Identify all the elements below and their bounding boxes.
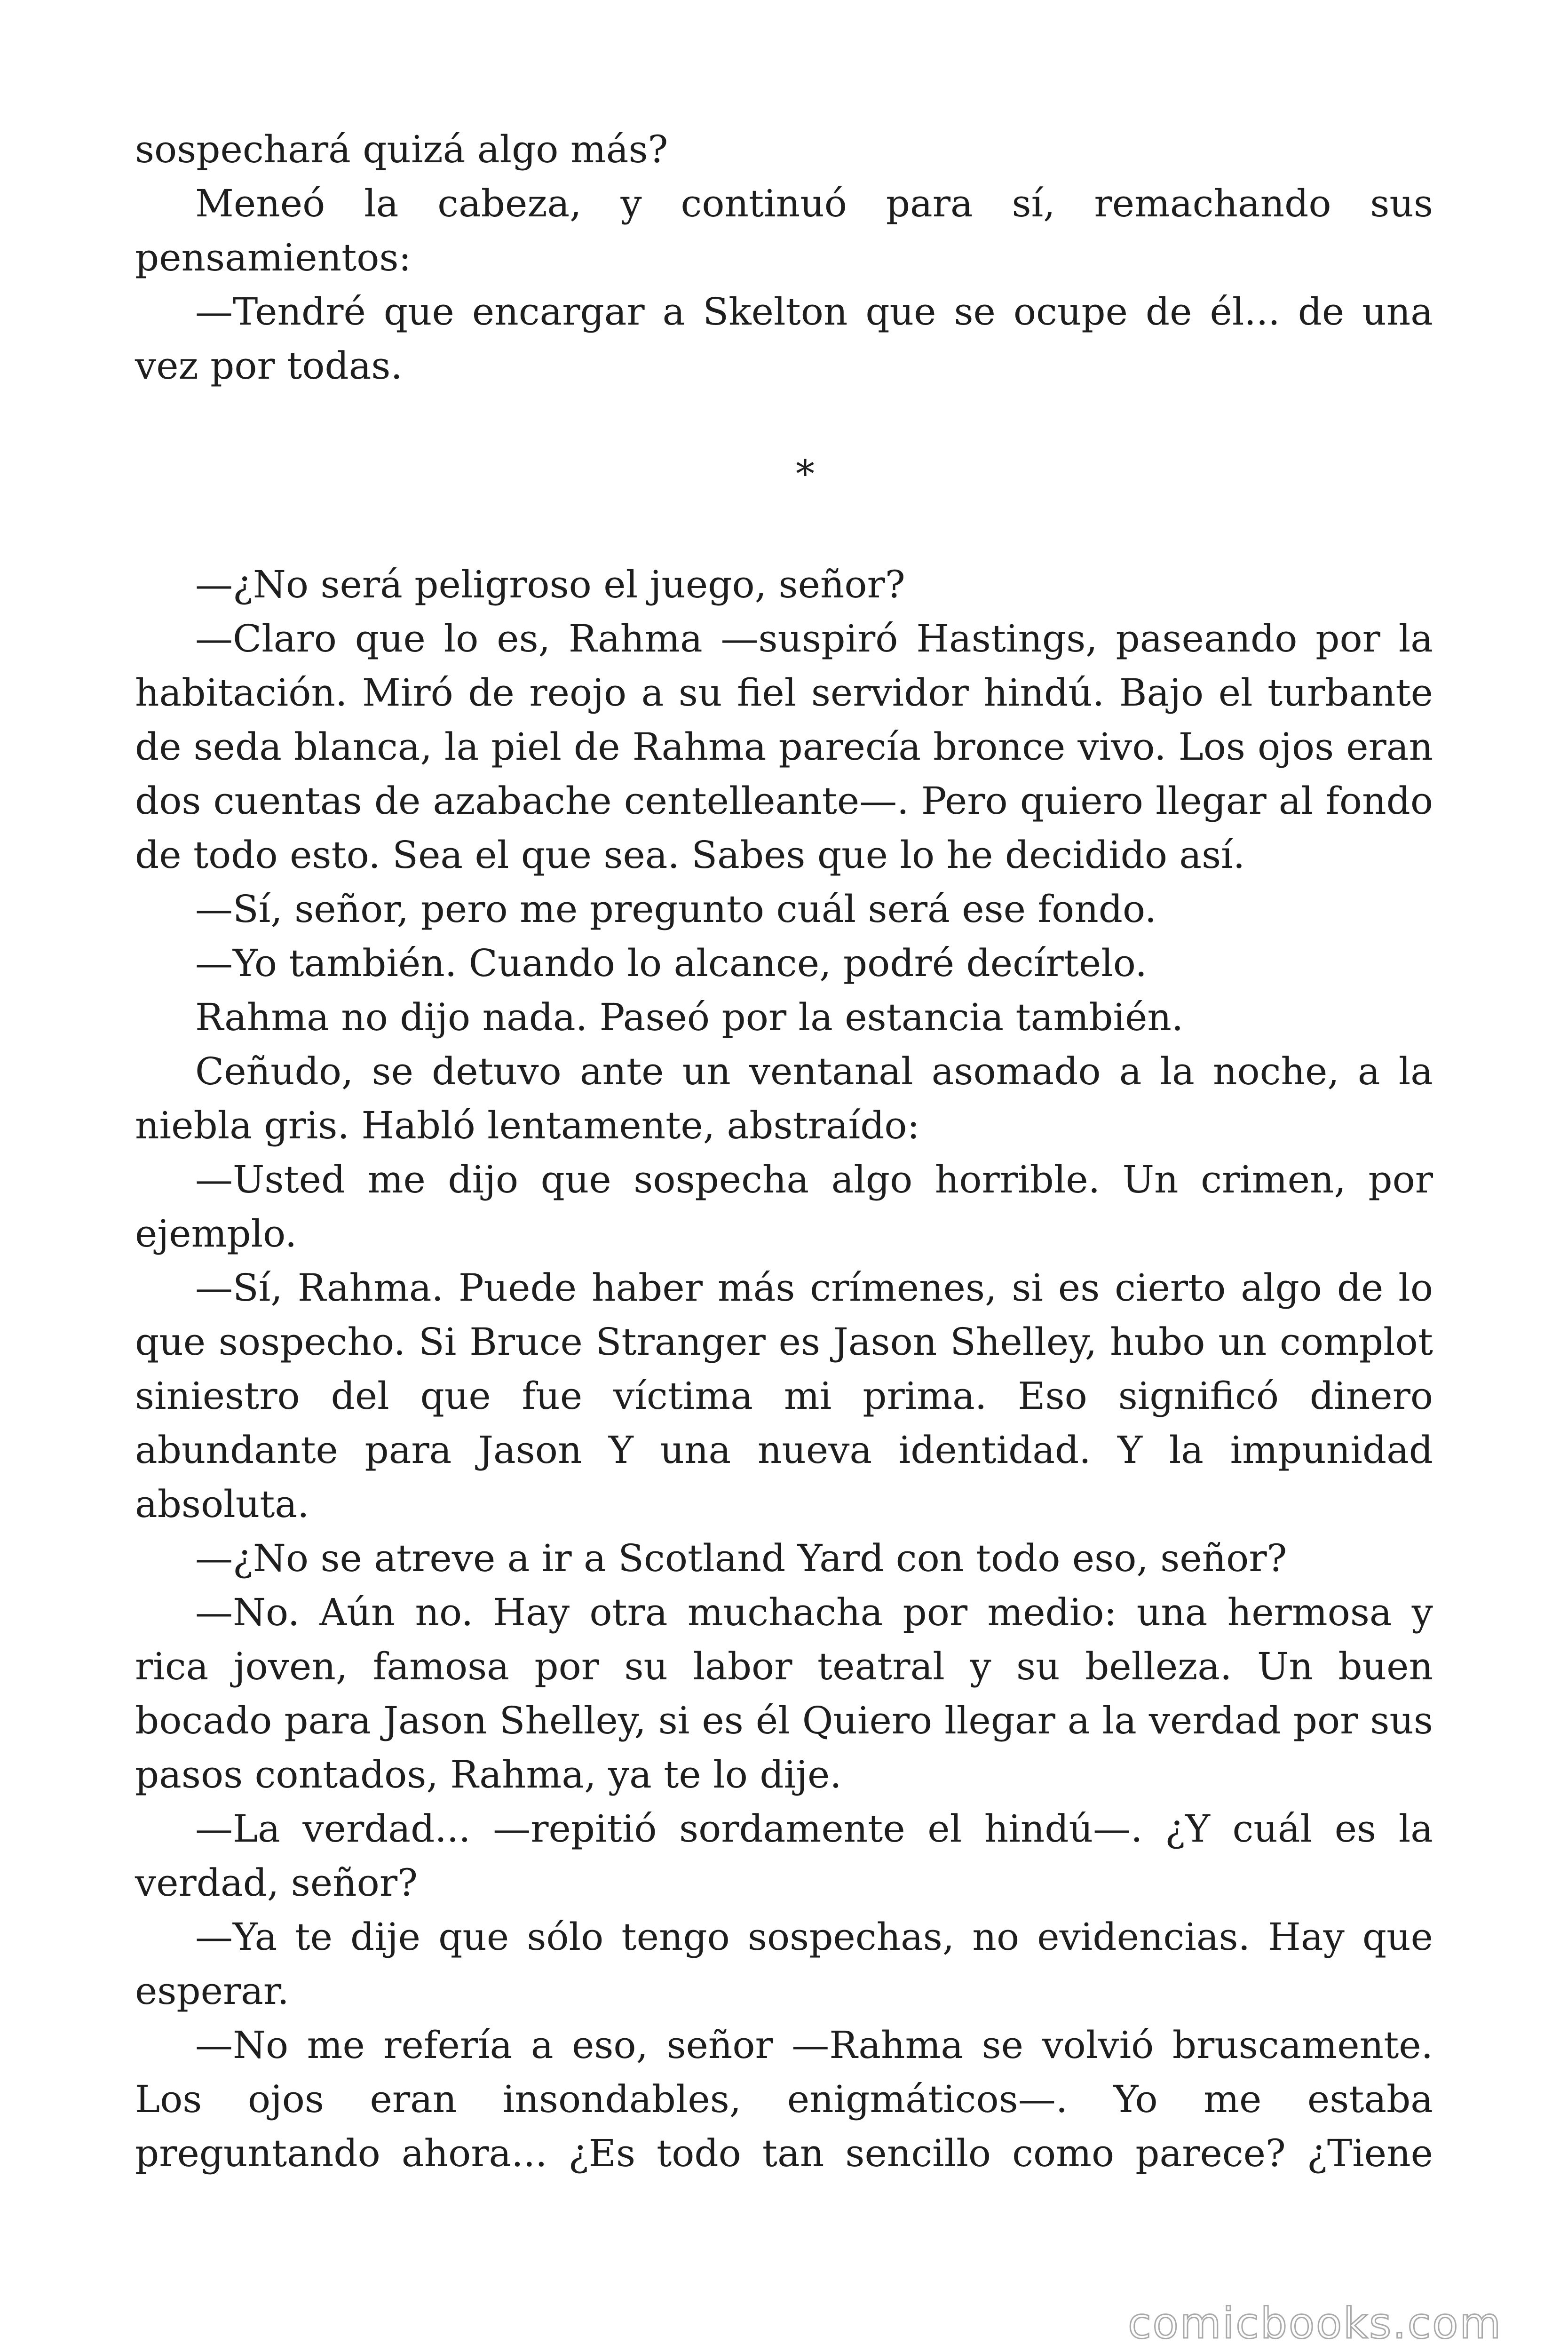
paragraph: —Claro que lo es, Rahma —suspiró Hastings, paseando por la habitación. Miró de reojo a su fiel servidor hindú. Bajo el turbante de seda blanca, la piel de Rahma parecía bronce vivo. Los ojos eran dos cuentas de azabache centelleante—. Pero quiero llegar al fondo de todo esto. Sea el que sea. Sabes que lo he decidido así. <box>135 617 1433 877</box>
paragraph: —No. Aún no. Hay otra muchacha por medio: una hermosa y rica joven, famosa por su labor teatral y su belleza. Un buen bocado para Jason Shelley, si es él Quiero llegar a la verdad por sus pasos contados, Rahma, ya te lo dije. <box>135 1590 1433 1796</box>
paragraph: —Sí, señor, pero me pregunto cuál será ese fondo. <box>195 887 1157 931</box>
paragraph: —¿No será peligroso el juego, señor? <box>195 563 905 606</box>
paragraph: Ceñudo, se detuvo ante un ventanal asomado a la noche, a la niebla gris. Habló lentamente, abstraído: <box>135 1049 1433 1147</box>
watermark-text: comicbooks.com <box>1128 2299 1502 2348</box>
paragraph: —La verdad... —repitió sordamente el hindú—. ¿Y cuál es la verdad, señor? <box>135 1807 1433 1905</box>
top-text-block <box>135 122 1433 393</box>
paragraph: —Usted me dijo que sospecha algo horrible. Un crimen, por ejemplo. <box>135 1158 1433 1255</box>
paragraph: —Sí, Rahma. Puede haber más crímenes, si es cierto algo de lo que sospecho. Si Bruce Stranger es Jason Shelley, hubo un complot siniestro del que fue víctima mi prima. Eso significó dinero abundante para Jason Y una nueva identidad. Y la impunidad absoluta. <box>135 1266 1433 1526</box>
paragraph-last: —No me refería a eso, señor —Rahma se volvió bruscamente. Los ojos eran insondables, enigmáticos—. Yo me estaba preguntando ahora... ¿Es todo tan sencillo como parece? ¿Tiene <box>135 2023 1433 2175</box>
paragraph: sospechará quizá algo más? <box>135 127 668 171</box>
paragraph: —¿No se atreve a ir a Scotland Yard con todo eso, señor? <box>195 1536 1287 1580</box>
section-separator: * <box>796 452 815 496</box>
paragraph: —Tendré que encargar a Skelton que se ocupe de él... de una vez por todas. <box>135 290 1433 388</box>
paragraph: —Yo también. Cuando lo alcance, podré decírtelo. <box>195 941 1147 985</box>
paragraph: —Ya te dije que sólo tengo sospechas, no evidencias. Hay que esperar. <box>135 1915 1433 2013</box>
paragraph: Meneó la cabeza, y continuó para sí, remachando sus pensamientos: <box>135 182 1433 279</box>
paragraph: Rahma no dijo nada. Paseó por la estancia también. <box>195 995 1184 1039</box>
main-text-block <box>135 557 1433 2180</box>
